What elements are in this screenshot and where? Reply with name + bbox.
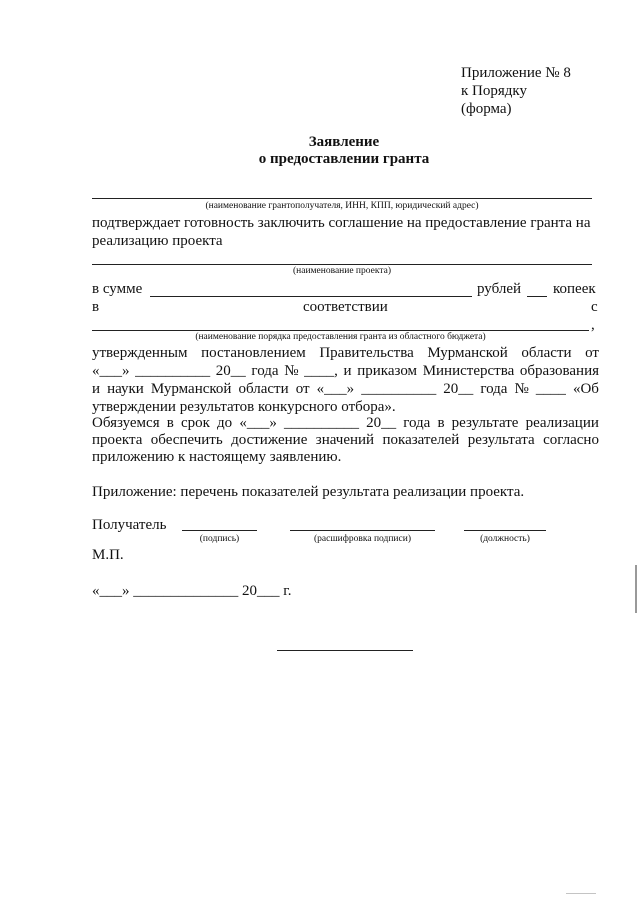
scan-bottom-mark: [566, 893, 596, 894]
paragraph1-line1: утвержденным постановлением Правительства Мурманской области от: [92, 345, 599, 361]
position-caption: (должность): [480, 534, 530, 544]
paragraph1-line3: и науки Мурманской области от «___» __________ 20__ года № ____ «Об: [92, 381, 599, 397]
accordance-word-s: с: [591, 299, 598, 315]
procedure-comma: ,: [591, 317, 595, 333]
recipient-signature-label: Получатель: [92, 517, 167, 533]
document-subtitle: о предоставлении гранта: [258, 151, 430, 167]
recipient-caption: (наименование грантополучателя, ИНН, КПП, юридический адрес): [205, 201, 479, 211]
sum-kopecks-field: [527, 296, 547, 297]
paragraph2-line2: проекта обеспечить достижение значений показателей результата согласно: [92, 432, 599, 448]
end-separator-line: [277, 650, 413, 651]
accordance-word-v: в: [92, 299, 100, 315]
confirm-text-line1: подтверждает готовность заключить соглашение на предоставление гранта на: [92, 215, 591, 231]
seal-label: М.П.: [92, 547, 124, 563]
procedure-field-line: [92, 330, 589, 331]
paragraph2-line1: Обязуемся в срок до «___» __________ 20__ года в результате реализации: [92, 415, 599, 431]
sum-label: в сумме: [92, 281, 143, 297]
project-field-line: [92, 264, 592, 265]
scan-edge-mark: [635, 565, 637, 613]
signature-field-line: [182, 530, 257, 531]
sum-rubles-field: [150, 296, 472, 297]
date-line: «___» ______________ 20___ г.: [92, 583, 292, 599]
confirm-text-line2: реализацию проекта: [92, 233, 223, 249]
name-decoding-caption: (расшифровка подписи): [314, 534, 411, 544]
recipient-field-line: [92, 198, 592, 199]
appendix-order: к Порядку: [461, 83, 527, 99]
paragraph1-line2: «___» __________ 20__ года № ____, и приказом Министерства образования: [92, 363, 599, 379]
project-caption: (наименование проекта): [292, 266, 391, 276]
position-field-line: [464, 530, 546, 531]
document-title: Заявление: [308, 134, 380, 150]
paragraph1-line4: утверждении результатов конкурсного отбора».: [92, 399, 396, 415]
attachment-text: Приложение: перечень показателей результата реализации проекта.: [92, 484, 525, 500]
appendix-form-label: (форма): [461, 101, 512, 117]
kopecks-label: копеек: [553, 281, 596, 297]
procedure-caption: (наименование порядка предоставления гранта из областного бюджета): [195, 332, 486, 342]
name-decoding-field-line: [290, 530, 435, 531]
accordance-word: соответствии: [303, 299, 388, 315]
signature-caption: (подпись): [199, 534, 240, 544]
appendix-number: Приложение № 8: [461, 65, 571, 81]
paragraph2-line3: приложению к настоящему заявлению.: [92, 449, 342, 465]
rubles-label: рублей: [477, 281, 522, 297]
